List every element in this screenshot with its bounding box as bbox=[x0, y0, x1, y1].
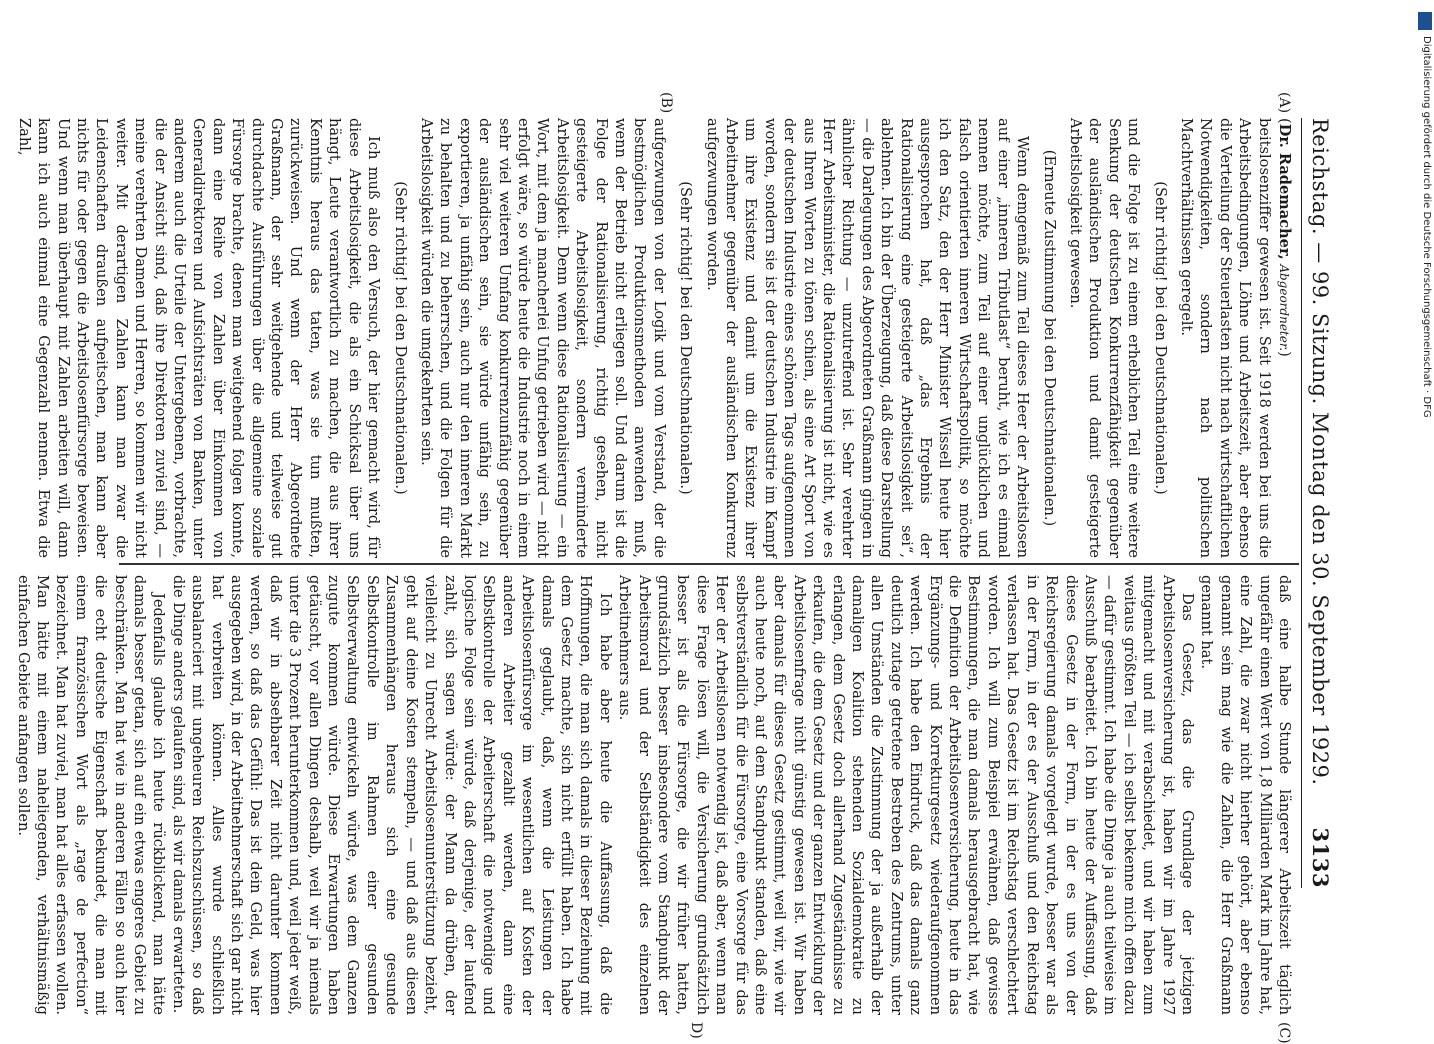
left-column bbox=[14, 118, 1294, 558]
column-divider bbox=[119, 563, 1299, 565]
speaker-name: Dr. Rademacher, bbox=[1276, 123, 1293, 260]
dfg-logo-icon bbox=[1418, 12, 1432, 30]
right-column bbox=[13, 575, 1294, 1015]
paragraph: und die Folge ist zu einem erheblichen Teil eine weitere Senkung der deutschen Konkurrenzfähigkeit gegenüber der ausländischen Produktion und damit gesteigerte Arbeitslosigkeit gewesen. bbox=[1066, 118, 1143, 558]
header-title: Reichstag. — 99. Sitzung. Montag den 30. September 1929. bbox=[1308, 118, 1332, 786]
margin-marker-b: (B) bbox=[658, 92, 674, 114]
margin-marker-a: (A) bbox=[1276, 92, 1292, 114]
margin-marker-c: (C) bbox=[1276, 1022, 1292, 1044]
interjection: (Sehr richtig! bei den Deutschnationalen.) bbox=[1151, 181, 1169, 495]
margin-marker-d: D) bbox=[688, 1022, 704, 1039]
paragraph: Ich habe aber heute die Auffassung, daß die Hoffnungen, die man sich damals in dieser Beziehung mit dem Gesetz machte, sich nicht erfüllt haben. Ich habe damals geglaubt, daß, wenn die Leistungen der Arbeitslosenfürsorge im wesentlichen auf Kosten der anderen Arbeiter gezahlt werden, dann eine Selbstkontrolle der Arbeiterschaft die notwendige und logische Folge sein würde, daß derjenige, der laufend zahlt, sich sagen würde: der Mann da drüben, der vielleicht zu Unrecht Arbeitslosenunterstützung bezieht, geht auf deine Kosten stempeln, — und daß aus diesen Zusammenhängen heraus sich eine gesunde Selbstkontrolle im Rahmen einer gesunden Selbstverwaltung entwickeln würde, was dem Ganzen zugute kommen würde. Diese Erwartungen haben getäuscht, vor allen Dingen deshalb, weil wir ja niemals unter die 3 Prozent herunterkommen und, weil jeder weiß, daß wir in absehbarer Zeit nicht darunter kommen werden, so daß das Gefühl: Das ist dein Geld, was hier ausgegeben wird, in der Arbeitnehmerschaft sich gar nicht hat verbreiten können. Alles wurde schließlich ausbalanciert mit ungeheuren Reichszuschüssen, so daß die Dinge anders gelaufen sind, als wir damals erwarteten. bbox=[169, 575, 614, 1015]
page-header bbox=[1301, 118, 1342, 888]
page-number: 3133 bbox=[1308, 827, 1333, 888]
paragraph: Wenn demgemäß zum Teil dieses Heer der Arbeitslosen auf einer „inneren Tributlast“ beruht, wie ich es einmal nennen möchte, zum Teil auf einer unglücklichen und falsch orientierten inneren Wirtschaftspolitik, so möchte ich den Satz, den der Herr Minister Wissell heute hier ausgesprochen hat, daß „das Ergebnis der Rationalisierung eine gesteigerte Arbeitslosigkeit sei“, ablehnen. Ich bin der Überzeugung, daß diese Darstellung — die Darlegungen des Abgeordneten Graßmann gingen in ähnlicher Richtung — unzutreffend ist. Sehr verehrter Herr Arbeitsminister, die Rationalisierung ist nicht, wie es aus Ihren Worten zu tönen schien, als eine Art Sport von der deutschen Industrie eines schönen Tags aufgenommen worden, sondern sie ist der deutschen Industrie im Kampf um ihre Existenz und damit um die Existenz ihrer Arbeitnehmer gegenüber der ausländischen Konkurrenz aufgezwungen worden. bbox=[703, 118, 1032, 558]
paragraph: Das Gesetz, das die Grundlage der jetzigen Arbeitslosenversicherung ist, haben wir im Jahre 1927 mitgemacht und mit verabschiedet, und wir haben zum weitaus größten Teil — ich selbst bekenne mich offen dazu — dafür gestimmt. Ich habe die Dinge ja auch teilweise im Ausschuß bearbeitet. Ich bin heute der Auffassung, daß dieses Gesetz in der Form, in der es uns von der Reichsregierung damals vorgelegt wurde, besser war als in der Form, in der es der Ausschuß und den Reichstag verlassen hat. Das Gesetz ist im Reichstag verschlechtert worden. Ich will zum Beispiel erwähnen, daß gewisse Bestimmungen, die man damals herausgebracht hat, wie die Definition der Arbeitslosenversicherung, heute in das Ergänzungs- und Korrekturgesetz wiederaufgenommen werden. Ich habe den Eindruck, daß das damals ganz deutlich zutage getretene Bestreben des Zentrums, unter allen Umständen die Zustimmung der ja außerhalb der damaligen Koalition stehenden Sozialdemokratie zu erlangen, dem Gesetz doch allerhand Zugeständnisse zu erkaufen, die dem Gesetz und der ganzen Entwicklung der Arbeitslosenfrage nicht günstig gewesen ist. Wir haben aber damals für dieses Gesetz gestimmt, weil wir, wie wir auch heute noch, auf dem Standpunkt standen, daß eine selbstverständlich für die Fürsorge, eine Vorsorge für das Heer der Arbeitslosen notwendig ist, daß aber, wenn man diese Frage lösen will, die Versicherung grundsätzlich besser ist als die Fürsorge, die wir früher hatten, grundsätzlich besser insbesondere vom Standpunkt der Arbeitsmoral und der Selbständigkeit des einzelnen Arbeitnehmers aus. bbox=[616, 575, 1196, 1015]
interjection: (Sehr richtig! bei den Deutschnationalen.) bbox=[677, 181, 695, 495]
interjection: (Erneute Zustimmung bei den Deutschnationalen.) bbox=[1040, 149, 1058, 527]
paragraph: daß eine halbe Stunde längerer Arbeitszeit täglich ungefähr einen Wert von 1,8 Milliarden Mark im Jahre hat, eine Zahl, die zwar nicht hierher gehört, aber ebenso genannt sein mag wie die Zahlen, die Herr Graßmann genannt hat. bbox=[1198, 575, 1293, 1015]
paragraph: aufgezwungen von der Logik und vom Verstand, der die bestmöglichen Produktionsmethoden anwenden muß, wenn der Betrieb nicht erliegen soll. Und darum ist die Folge der Rationalisierung, richtig gesehen, nicht gesteigerte Arbeitslosigkeit, sondern verminderte Arbeitslosigkeit. Denn wenn diese Rationalisierung — ein Wort, mit dem ja mancherlei Unfug getrieben wird — nicht erfolgt wäre, so würde heute die Industrie noch in einem sehr viel weiteren Umfang konkurrenzunfähig gegenüber der ausländischen sein, sie würde unfähig sein, zu exportieren, ja unfähig sein, auch nur den inneren Markt zu behalten und zu beherrschen, und die Folgen für die Arbeitslosigkeit würden die umgekehrten sein. bbox=[417, 118, 668, 558]
paragraph: Jedenfalls glaube ich heute rückblickend, man hätte damals besser getan, sich auf ein etwas engeres Gebiet zu beschränken. Man hat wie in anderen Fällen so auch hier die echt deutsche Eigenschaft bekundet, die man mit einem französischen Wort als „rage de perfection“ bezeichnet. Man hat zuviel, man hat alles erfassen wollen. Man hätte mit einem naheliegenden, verhältnismäßig einfachen Gebiete anfangen sollen. bbox=[14, 575, 168, 1015]
paragraph: beitslosenziffer gewesen ist. Seit 1918 werden bei uns die Arbeitsbedingungen, Löhne und Arbeitszeit, aber ebenso die Verteilung der Steuerlasten nicht nach wirtschaftlichen Notwendigkeiten, sondern nach politischen Machtverhältnissen geregelt. bbox=[1177, 118, 1273, 558]
interjection: (Sehr richtig! bei den Deutschnationalen.) bbox=[391, 181, 409, 495]
speaker-role: Abgeordneter. bbox=[1277, 264, 1291, 352]
speaker-line: (Dr. Rademacher, Abgeordneter.) bbox=[1276, 118, 1293, 357]
side-note: Digitalisierung gefördert durch die Deutsche Forschungsgemeinschaft · DFG bbox=[1421, 36, 1432, 418]
paragraph: Ich muß also den Versuch, der hier gemacht wird, für diese Arbeitslosigkeit, die als ein Schicksal über uns hängt, Leute verantwortlich zu machen, die aus ihrer Kenntnis heraus das taten, was sie tun mußten, zurückweisen. Und wenn der Herr Abgeordnete Graßmann, der sehr weitgehende und teilweise gut durchdachte Ausführungen über die allgemeine soziale Fürsorge brachte, denen man weitgehend folgen konnte, dann eine Reihe von Zahlen über Einkommen von Generaldirektoren und Aufsichtsräten von Banken, unter anderem auch die Urteile der Untergebenen, vorbrachte, die der Ansicht sind, daß ihre Direktoren zuviel sind, — meine verehrten Damen und Herren, so kommen wir nicht weiter. Mit derartigen Zahlen kann man zwar die Leidenschaften draußen aufpeitschen, man kann aber nichts für oder gegen die Arbeitslosenfürsorge beweisen. Und wenn man überhaupt mit Zahlen arbeiten will, dann kann ich auch einmal eine Gegenzahl nennen. Etwa die Zahl, bbox=[15, 118, 383, 558]
side-note-strip bbox=[1418, 0, 1434, 1000]
